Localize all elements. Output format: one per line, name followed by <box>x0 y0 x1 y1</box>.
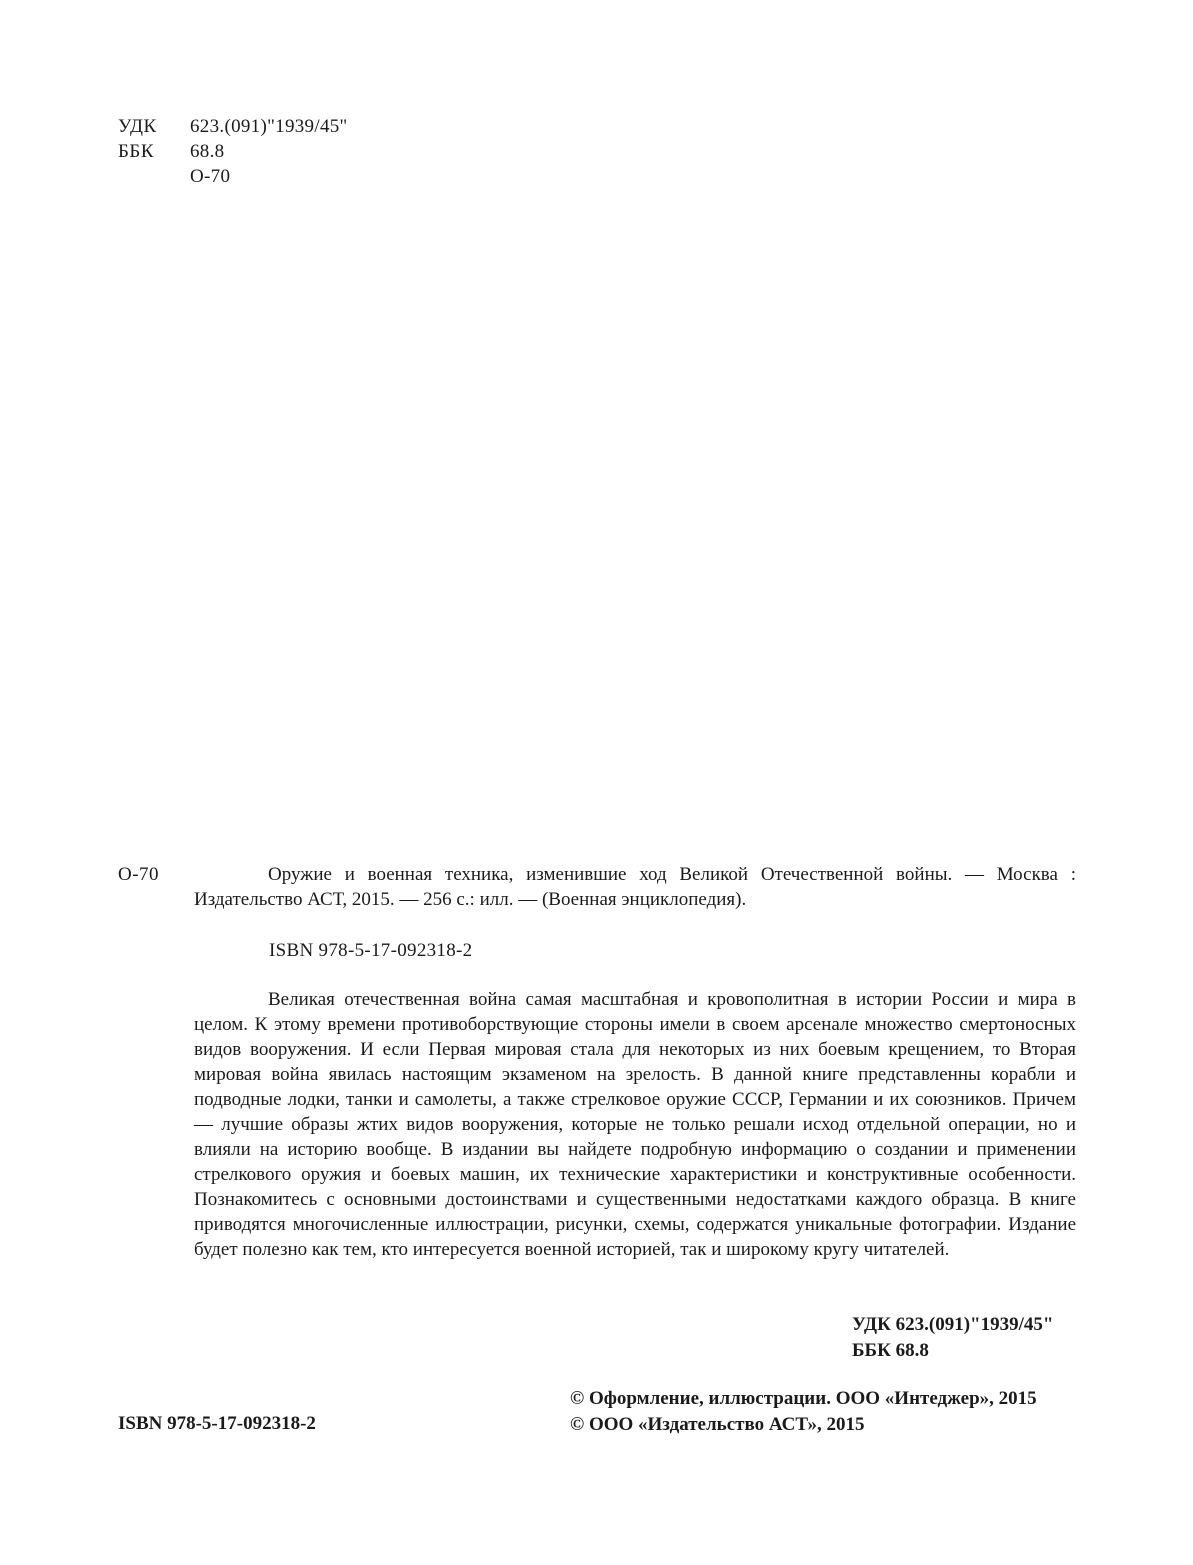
annotation-text: Великая отечественная война самая масштабная и кровополитная в истории России и мира в целом. К этому времени противоборствующие стороны имели в своем арсенале множество смертоносных видов вооружения. И если Первая мировая стала для некоторых из них боевым крещением, то Вторая мировая война явилась настоящим экзаменом на зрелость. В данной книге представленны корабли и подводные лодки, танки и самолеты, а также стрелковое оружие СССР, Германии и их союзников. Причем — лучшие образы жтих видов вооружения, которые не только решали исход отдельной операции, но и влияли на историю вообще. В издании вы найдете подробную информацию о создании и применении стрелкового оружия и боевых машин, их технические характеристики и конструктивные особенности. Познакомитесь с основными достоинствами и существенными недостатками каждого образца. В книге приводятся многочисленные иллюстрации, рисунки, схемы, содержатся уникальные фотографии. Издание будет полезно как тем, кто интересуется военной историей, так и широкому кругу читателей. <box>194 989 1076 1260</box>
bibliographic-record-text: Оружие и военная техника, изменившие ход Великой Отечественной войны. — Москва : Издательство АСТ, 2015. — 256 с.: илл. — (Военная энциклопедия). <box>194 864 1076 910</box>
bbk-summary: ББК 68.8 <box>852 1340 929 1361</box>
copyright-line-design: © Оформление, иллюстрации. ООО «Интеджер», 2015 <box>570 1388 1037 1409</box>
bbk-value: 68.8 <box>190 141 225 162</box>
author-mark-row <box>118 164 348 189</box>
bbk-row <box>118 139 348 164</box>
udk-value: 623.(091)"1939/45" <box>190 116 348 137</box>
isbn-bottom: ISBN 978-5-17-092318-2 <box>118 1413 316 1434</box>
bibliographic-record <box>194 862 1076 912</box>
classification-codes-block <box>118 114 348 189</box>
bbk-label: ББК <box>118 141 154 162</box>
isbn-record: ISBN 978-5-17-092318-2 <box>269 940 473 961</box>
call-number: О-70 <box>118 864 160 885</box>
udk-row <box>118 114 348 139</box>
copyright-line-publisher: © ООО «Издательство АСТ», 2015 <box>570 1414 865 1435</box>
udk-label: УДК <box>118 116 157 137</box>
author-mark: О-70 <box>190 166 231 187</box>
classification-summary <box>852 1312 1053 1364</box>
udk-summary: УДК 623.(091)"1939/45" <box>852 1314 1054 1335</box>
copyright-block <box>570 1386 1037 1438</box>
